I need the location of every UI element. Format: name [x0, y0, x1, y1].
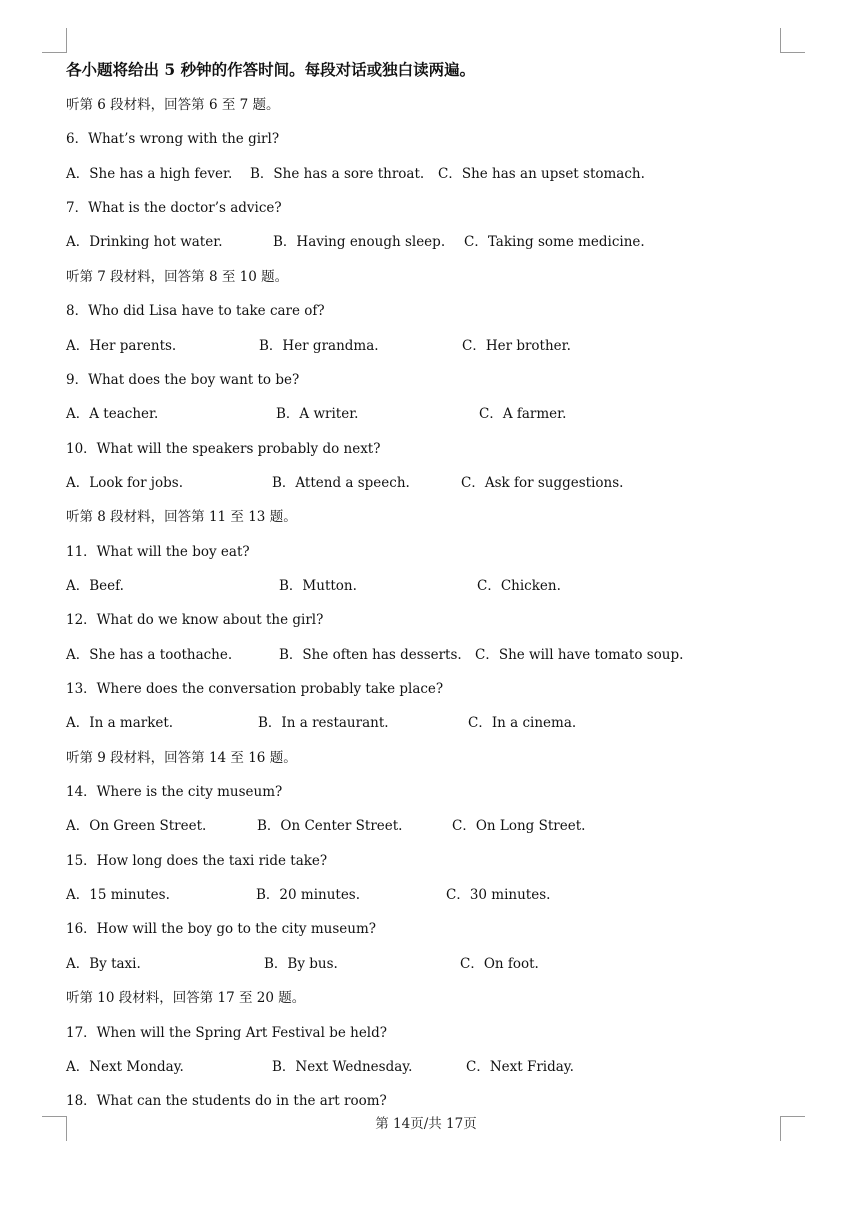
section-instruction: 听第 10 段材料，回答第 17 至 20 题。 — [66, 990, 306, 1007]
option-b: B．Mutton. — [279, 577, 357, 594]
option-c: C．She has an upset stomach. — [438, 165, 645, 182]
option-c: C．In a cinema. — [468, 715, 577, 732]
question-text: 16．How will the boy go to the city museum? — [66, 921, 376, 938]
section-instruction: 听第 9 段材料，回答第 14 至 16 题。 — [66, 749, 297, 766]
answer-options — [66, 646, 766, 664]
option-b: B．Her grandma. — [259, 337, 379, 354]
question-text: 14．Where is the city museum? — [66, 784, 283, 800]
question-text: 13．Where does the conversation probably take place? — [66, 681, 444, 697]
answer-options — [66, 714, 766, 732]
option-b: B．She often has desserts. — [279, 646, 462, 663]
option-c: C．On foot. — [460, 955, 539, 972]
answer-options — [66, 233, 766, 251]
instruction-heading: 各小题将给出 5 秒钟的作答时间。每段对话或独白读两遍。 — [66, 60, 476, 79]
question-text: 10．What will the speakers probably do next? — [66, 440, 381, 457]
answer-options — [66, 405, 766, 423]
option-a: A．In a market. — [66, 715, 174, 732]
option-b: B．Attend a speech. — [272, 474, 410, 491]
option-b: B．A writer. — [276, 406, 359, 423]
option-b: B．20 minutes. — [256, 887, 361, 904]
question-text: 12．What do we know about the girl? — [66, 612, 324, 629]
question-text: 8．Who did Lisa have to take care of? — [66, 303, 325, 320]
section-instruction: 听第 6 段材料，回答第 6 至 7 题。 — [66, 97, 280, 113]
option-b: B．On Center Street. — [257, 818, 403, 835]
option-a: A．She has a high fever. — [66, 165, 233, 182]
option-b: B．She has a sore throat. — [250, 165, 425, 182]
option-a: A．On Green Street. — [66, 818, 207, 835]
option-a: A．By taxi. — [66, 955, 141, 972]
option-a: A．Drinking hot water. — [66, 234, 223, 251]
question-text: 9．What does the boy want to be? — [66, 371, 300, 388]
option-c: C．30 minutes. — [446, 887, 551, 904]
question-text: 18．What can the students do in the art room? — [66, 1093, 387, 1110]
option-c: C．Chicken. — [477, 577, 561, 594]
question-text: 15．How long does the taxi ride take? — [66, 852, 328, 869]
page-number: 第 14页/共 17页 — [375, 1116, 477, 1132]
option-c: C．A farmer. — [479, 406, 567, 423]
option-b: B．In a restaurant. — [258, 715, 389, 732]
option-c: C．On Long Street. — [452, 818, 586, 835]
option-a: A．Look for jobs. — [66, 474, 183, 491]
question-text: 7．What is the doctor’s advice? — [66, 200, 282, 217]
answer-options — [66, 1058, 766, 1076]
option-a: A．Beef. — [66, 577, 124, 594]
answer-options — [66, 955, 766, 973]
answer-options — [66, 337, 766, 355]
crop-mark-top-right — [780, 28, 805, 53]
option-c: C．Her brother. — [462, 337, 571, 354]
crop-mark-top-left — [42, 28, 67, 53]
answer-options — [66, 474, 766, 492]
option-b: B．Next Wednesday. — [272, 1058, 413, 1075]
option-c: C．Taking some medicine. — [464, 234, 645, 251]
option-a: A．Next Monday. — [66, 1058, 184, 1075]
answer-options — [66, 886, 766, 904]
option-a: A．15 minutes. — [66, 887, 170, 904]
option-a: A．Her parents. — [66, 337, 177, 354]
option-c: C．Next Friday. — [466, 1058, 574, 1075]
option-b: B．Having enough sleep. — [273, 234, 446, 251]
section-instruction: 听第 8 段材料，回答第 11 至 13 题。 — [66, 509, 297, 526]
option-c: C．Ask for suggestions. — [461, 474, 624, 491]
option-c: C．She will have tomato soup. — [475, 646, 684, 663]
answer-options — [66, 165, 766, 183]
answer-options — [66, 817, 766, 835]
section-instruction: 听第 7 段材料，回答第 8 至 10 题。 — [66, 268, 289, 285]
option-a: A．A teacher. — [66, 406, 159, 423]
option-b: B．By bus. — [264, 955, 338, 972]
option-a: A．She has a toothache. — [66, 646, 233, 663]
question-text: 17．When will the Spring Art Festival be held? — [66, 1024, 388, 1041]
question-text: 11．What will the boy eat? — [66, 543, 250, 560]
answer-options — [66, 577, 766, 595]
question-text: 6．What’s wrong with the girl? — [66, 131, 280, 148]
